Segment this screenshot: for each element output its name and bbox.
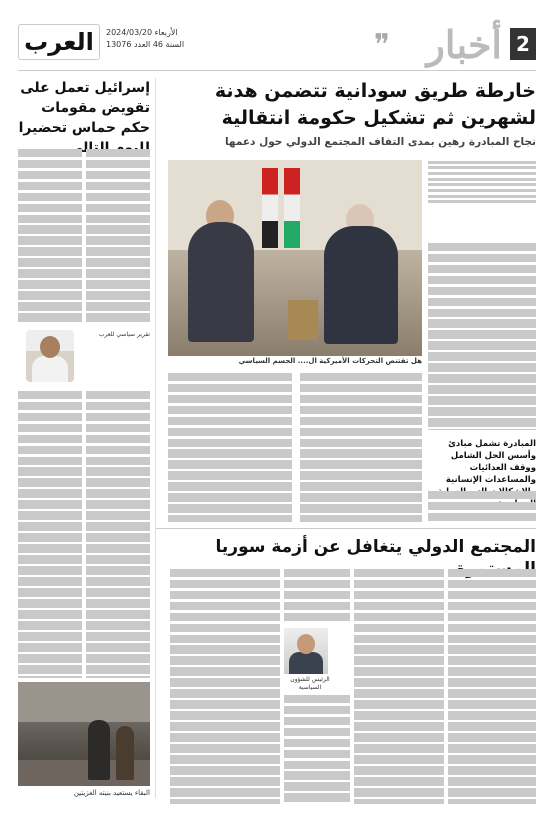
main-article-headline[interactable]: خارطة طريق سودانية تتضمن هدنة لشهرين ثم تشكيل حكومة انتقالية: [214, 80, 536, 129]
issue-number: السنة 46 العدد 13076: [106, 40, 185, 49]
second-article-body-col-4: [170, 566, 280, 804]
second-article-body-col-1: [448, 566, 536, 804]
newspaper-logo[interactable]: العرب: [18, 24, 100, 60]
author-avatar: [284, 628, 328, 674]
main-article-body-col-1: [428, 240, 536, 430]
masthead: [18, 24, 228, 68]
left-article-headline[interactable]: إسرائيل تعمل على تقويض مقومات حكم حماس تحضيرا: [18, 80, 150, 136]
quote-icon: ❞: [373, 28, 390, 63]
left-photo-caption: البقاء يستعيد بنيته الغزيتين: [73, 789, 150, 797]
main-article-body-col-3: [168, 370, 292, 522]
left-article-body-col-b: [86, 146, 150, 324]
section-title: أخبار: [426, 22, 502, 67]
flag-icon: [284, 168, 300, 248]
left-article-photo[interactable]: [18, 682, 150, 786]
author-label: تقرير سياسي للعرب: [98, 331, 150, 338]
left-article-body-col-c: [18, 388, 82, 678]
author-avatar: [26, 330, 74, 382]
main-article-subheadline: نجاح المبادرة رهين بمدى التفاف المجتمع الدولي حول دعمها: [224, 136, 536, 148]
column-divider: [155, 78, 156, 798]
flag-icon: [262, 168, 278, 248]
second-article-body-col-3-top: [284, 566, 350, 624]
section-divider: [156, 528, 536, 529]
main-article-body-col-1b: [428, 488, 536, 524]
section-number: 2: [510, 28, 536, 60]
main-article-lead: [428, 158, 536, 206]
left-article-body-col-d: [86, 388, 150, 678]
left-article-body-col-a: [18, 146, 82, 324]
main-article-body-col-2: [300, 370, 422, 522]
second-article-body-col-2: [354, 566, 444, 804]
issue-date: الأربعاء 2024/03/20: [106, 28, 178, 37]
author-label: الرئيس للشؤون السياسية: [290, 676, 330, 691]
main-article-photo[interactable]: [168, 160, 422, 356]
second-article-headline[interactable]: المجتمع الدولي يتغافل عن أزمة سوريا: [215, 537, 536, 557]
second-article-body-col-3: [284, 692, 350, 804]
header-divider: [18, 70, 536, 71]
page-header: [18, 18, 536, 68]
main-article-pullquote: المبادرة تشمل مبادئ وأسس الحل الشامل ووقف العدائيات والمساعدات الإنسانية: [445, 439, 536, 485]
main-photo-caption: هل تقتنص التحركات الأميركية ال.... الحسم السياسي: [238, 357, 422, 365]
